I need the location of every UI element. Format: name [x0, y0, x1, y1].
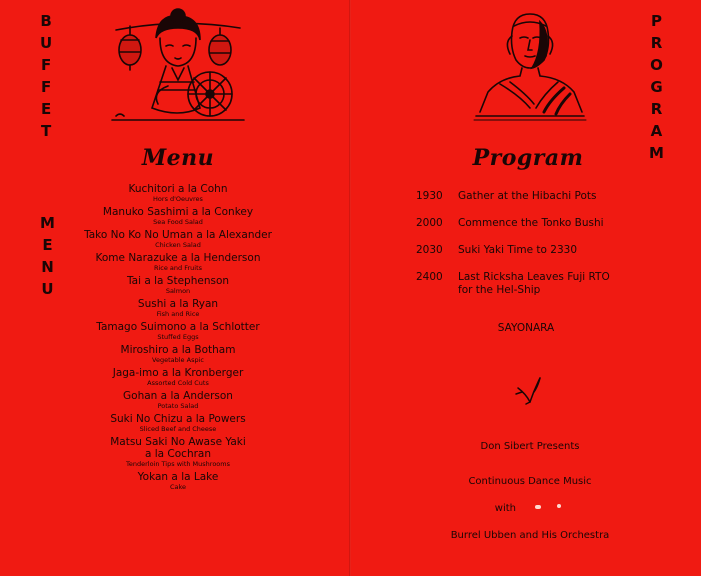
vertical-letter: U — [40, 34, 53, 52]
menu-item — [121, 344, 236, 364]
vertical-letter: U — [41, 280, 54, 298]
center-fold — [349, 0, 351, 576]
program-schedule — [416, 190, 646, 311]
vertical-title-menu — [40, 212, 55, 300]
vertical-title-program — [649, 10, 664, 164]
menu-item — [123, 390, 233, 410]
schedule-event: Commence the Tonko Bushi — [458, 217, 604, 229]
schedule-row — [416, 271, 646, 297]
schedule-time: 1930 — [416, 190, 443, 202]
scribble-mark — [525, 503, 565, 511]
vertical-letter: R — [650, 34, 663, 52]
menu-heading: Menu — [141, 145, 215, 171]
vertical-title-buffet — [40, 10, 52, 142]
dish-description: Salmon — [165, 287, 191, 295]
dish-name: Tai a la Stephenson — [126, 275, 230, 287]
dish-description: Sliced Beef and Cheese — [139, 425, 217, 433]
bird-sketch — [512, 372, 548, 406]
vertical-letter: M — [40, 214, 55, 232]
program-heading: Program — [472, 145, 584, 171]
vertical-letter: N — [41, 258, 54, 276]
menu-item — [96, 252, 261, 272]
dish-name: Tamago Suimono a la Schlotter — [96, 321, 260, 333]
dish-name: Kuchitori a la Cohn — [128, 183, 228, 195]
menu-item — [138, 298, 218, 318]
buddha-bust-illustration — [470, 12, 590, 122]
dish-description: Cake — [169, 483, 187, 491]
dish-name: Yokan a la Lake — [137, 471, 219, 483]
vertical-letter: E — [42, 236, 53, 254]
dish-description: Vegetable Aspic — [152, 356, 204, 364]
vertical-letter: O — [650, 56, 663, 74]
vertical-letter: F — [40, 78, 52, 96]
dance-music-text: Continuous Dance Music — [468, 476, 592, 487]
orchestra-text: Burrel Ubben and His Orchestra — [450, 530, 610, 541]
schedule-time: 2000 — [416, 217, 443, 229]
vertical-letter: B — [40, 12, 52, 30]
vertical-letter: T — [40, 122, 52, 140]
dish-description: Rice and Fruits — [153, 264, 203, 272]
dish-name: Gohan a la Anderson — [123, 390, 233, 402]
dish-description: Hors d'Oeuvres — [153, 195, 203, 203]
dish-name: Kome Narazuke a la Henderson — [95, 252, 261, 264]
menu-item — [138, 471, 219, 491]
dish-name: Miroshiro a la Botham — [120, 344, 236, 356]
vertical-letter: M — [649, 144, 664, 162]
with-text — [440, 503, 620, 514]
schedule-time: 2400 — [416, 271, 443, 283]
menu-item — [96, 321, 259, 341]
dish-name: Suki No Chizu a la Powers — [110, 413, 246, 425]
menu-item — [110, 413, 245, 433]
menu-list — [62, 183, 294, 494]
dish-name: Manuko Sashimi a la Conkey — [102, 206, 254, 218]
menu-item — [103, 206, 253, 226]
menu-item — [84, 229, 272, 249]
presents-text: Don Sibert Presents — [480, 441, 580, 452]
schedule-event: Gather at the Hibachi Pots — [458, 190, 597, 202]
dish-description: Stuffed Eggs — [157, 333, 199, 341]
schedule-time: 2030 — [416, 244, 443, 256]
vertical-letter: F — [40, 56, 52, 74]
vertical-letter: R — [650, 100, 663, 118]
dish-name: Sushi a la Ryan — [137, 298, 219, 310]
schedule-event: Suki Yaki Time to 2330 — [458, 244, 578, 256]
dish-description: Assorted Cold Cuts — [147, 379, 209, 387]
dish-description: Fish and Rice — [156, 310, 200, 318]
dish-description: Sea Food Salad — [153, 218, 203, 226]
dish-name: Jaga-imo a la Kronberger — [112, 367, 244, 379]
menu-item — [113, 367, 244, 387]
schedule-row — [416, 190, 646, 203]
menu-item — [110, 436, 246, 468]
dish-description: Tenderloin Tips with Mushrooms — [125, 460, 230, 468]
dish-name: Tako No Ko No Uman a la Alexander — [84, 229, 272, 241]
menu-item — [128, 183, 227, 203]
schedule-event: Last Ricksha Leaves Fuji RTO for the Hel-Ship — [458, 271, 610, 296]
dish-name: Matsu Saki No Awase Yaki a la Cochran — [110, 436, 246, 460]
vertical-letter: E — [40, 100, 52, 118]
with-word: with — [494, 503, 517, 514]
vertical-letter: G — [650, 78, 663, 96]
vertical-letter: P — [650, 12, 662, 30]
dish-description: Chicken Salad — [155, 241, 201, 249]
menu-item — [127, 275, 229, 295]
dish-description: Potato Salad — [157, 402, 199, 410]
geisha-with-lanterns-illustration — [108, 8, 248, 128]
schedule-row — [416, 217, 646, 230]
closing-text: SAYONARA — [497, 322, 555, 334]
vertical-letter: A — [650, 122, 663, 140]
schedule-row — [416, 244, 646, 257]
